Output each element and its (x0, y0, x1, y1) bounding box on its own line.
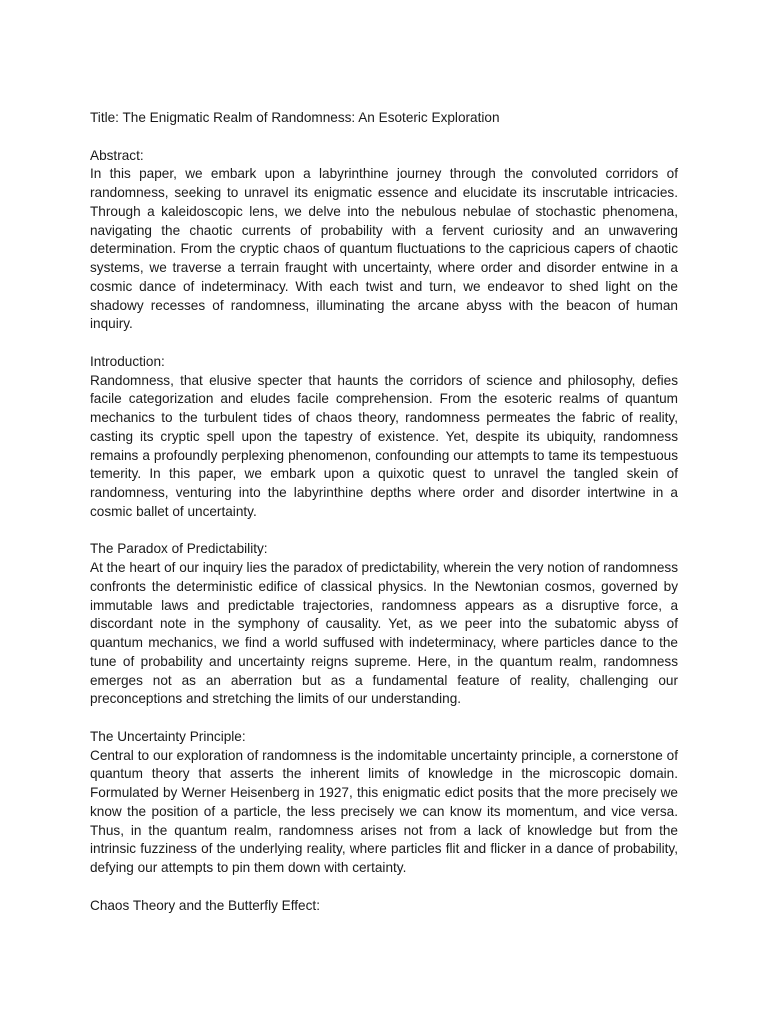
section-paradox-of-predictability (90, 540, 678, 709)
document-content (90, 109, 678, 934)
document-title: Title: The Enigmatic Realm of Randomness: An Esoteric Exploration (90, 110, 500, 125)
section-body: Randomness, that elusive specter that haunts the corridors of science and philosophy, defies facile categorization and eludes facile comprehension. From the esoteric realms of quantum mechanics to the turbulent tides of chaos theory, randomness permeates the fabric of reality, casting its cryptic spell upon the tapestry of existence. Yet, despite its ubiquity, randomness remains a profoundly perplexing phenomenon, confounding our attempts to tame its tempestuous temerity. In this paper, we embark upon a quixotic quest to unravel the tangled skein of randomness, venturing into the labyrinthine depths where order and disorder intertwine in a cosmic ballet of uncertainty. (90, 372, 678, 519)
section-heading: Chaos Theory and the Butterfly Effect: (90, 897, 320, 913)
section-chaos-theory (90, 897, 678, 916)
section-body: Central to our exploration of randomness is the indomitable uncertainty principle, a cornerstone of quantum theory that asserts the inherent limits of knowledge in the microscopic domain. Formulated by Werner Heisenberg in 1927, this enigmatic edict posits that the more precisely we know the position of a particle, the less precisely we can know its momentum, and vice versa. Thus, in the quantum realm, randomness arises not from a lack of knowledge but from the intrinsic fuzziness of the underlying reality, where particles flit and flicker in a dance of probability, defying our attempts to pin them down with certainty. (90, 747, 678, 875)
section-heading: Introduction: (90, 353, 165, 369)
section-heading: The Paradox of Predictability: (90, 541, 268, 557)
section-introduction (90, 353, 678, 522)
section-heading: Abstract: (90, 147, 144, 163)
section-body: At the heart of our inquiry lies the paradox of predictability, wherein the very notion of randomness confronts the deterministic edifice of classical physics. In the Newtonian cosmos, governed by immutable laws and predictable trajectories, randomness appears as a disruptive force, a discordant note in the symphony of causality. Yet, as we peer into the subatomic abyss of quantum mechanics, we find a world suffused with indeterminacy, where particles dance to the tune of probability and uncertainty reigns supreme. Here, in the quantum realm, randomness emerges not as an aberration but as a fundamental feature of reality, challenging our preconceptions and stretching the limits of our understanding. (90, 560, 678, 707)
section-abstract (90, 147, 678, 335)
section-uncertainty-principle (90, 728, 678, 878)
section-heading: The Uncertainty Principle: (90, 728, 246, 744)
section-body: In this paper, we embark upon a labyrinthine journey through the convoluted corridors of randomness, seeking to unravel its enigmatic essence and elucidate its inscrutable intricacies. Through a kaleidoscopic lens, we delve into the nebulous nebulae of stochastic phenomena, navigating the chaotic currents of probability with a fervent curiosity and an unwavering determination. From the cryptic chaos of quantum fluctuations to the capricious capers of chaotic systems, we traverse a terrain fraught with uncertainty, where order and disorder entwine in a cosmic dance of indeterminacy. With each twist and turn, we endeavor to shed light on the shadowy recesses of randomness, illuminating the arcane abyss with the beacon of human inquiry. (90, 166, 678, 332)
